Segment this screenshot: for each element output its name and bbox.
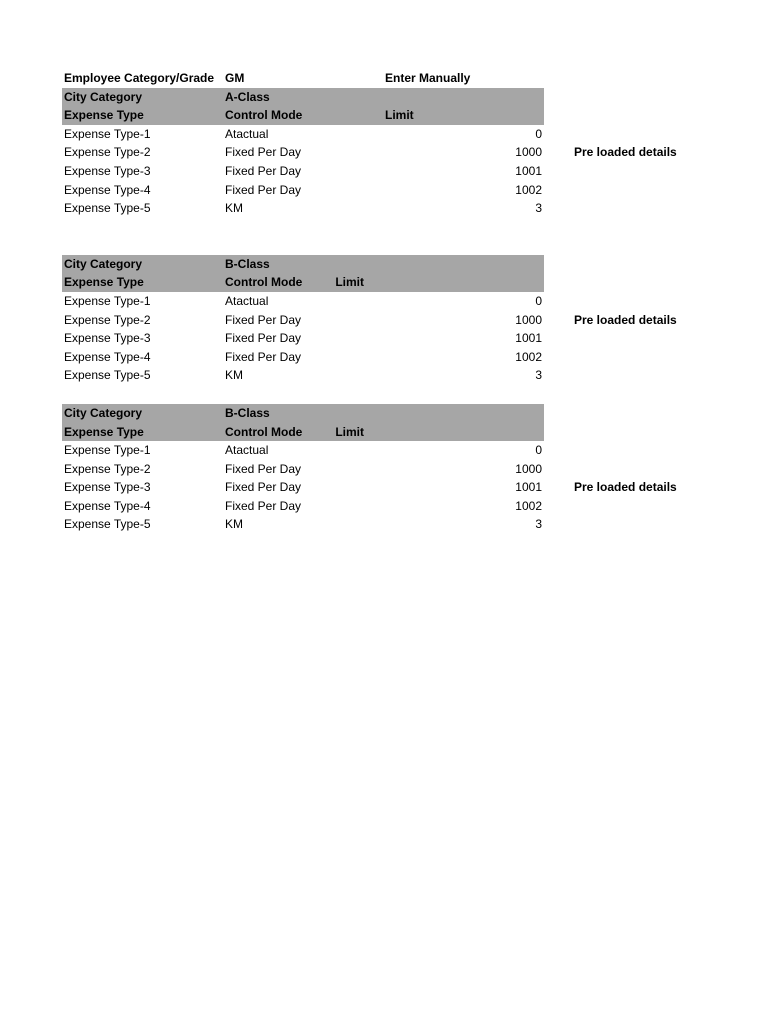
table-row: [62, 497, 722, 516]
city-category-row: [62, 255, 544, 274]
control-mode-cell[interactable]: Atactual: [225, 293, 269, 308]
control-mode-cell[interactable]: Atactual: [225, 443, 269, 458]
table-row: [62, 515, 722, 534]
table-row: [62, 478, 722, 497]
expense-type-cell: Expense Type-4: [64, 498, 151, 513]
expense-type-cell: Expense Type-1: [64, 443, 151, 458]
city-category-value[interactable]: B-Class: [225, 405, 270, 420]
control-mode-cell[interactable]: Fixed Per Day: [225, 182, 302, 197]
table-row: [62, 441, 722, 460]
expense-type-cell: Expense Type-1: [64, 293, 151, 308]
table-header-row: [62, 423, 544, 442]
city-category-value[interactable]: B-Class: [225, 256, 270, 271]
city-category-value[interactable]: A-Class: [225, 89, 270, 104]
expense-type-cell: Expense Type-3: [64, 163, 151, 178]
preloaded-details-note: Pre loaded details: [574, 312, 677, 327]
limit-cell[interactable]: 1002: [515, 182, 542, 197]
control-mode-cell[interactable]: Fixed Per Day: [225, 349, 302, 364]
table-row: [62, 311, 722, 330]
section-b-class-2: [62, 404, 722, 534]
expense-sheet: [62, 69, 722, 534]
table-row: [62, 366, 722, 385]
control-mode-cell[interactable]: Atactual: [225, 126, 269, 141]
preloaded-details-note: Pre loaded details: [574, 480, 677, 495]
control-mode-cell[interactable]: Fixed Per Day: [225, 145, 302, 160]
expense-type-cell: Expense Type-2: [64, 312, 151, 327]
city-category-label: City Category: [64, 89, 143, 104]
section-a-class: [62, 88, 722, 218]
limit-cell[interactable]: 1000: [515, 145, 542, 160]
expense-type-cell: Expense Type-5: [64, 368, 151, 383]
limit-cell[interactable]: 0: [535, 126, 542, 141]
limit-cell[interactable]: 1002: [515, 498, 542, 513]
limit-cell[interactable]: 3: [535, 517, 542, 532]
section-spacer: [62, 385, 722, 404]
section-spacer: [62, 218, 722, 255]
control-mode-cell[interactable]: Fixed Per Day: [225, 163, 302, 178]
limit-cell[interactable]: 3: [535, 201, 542, 216]
expense-type-cell: Expense Type-3: [64, 480, 151, 495]
control-mode-cell[interactable]: Fixed Per Day: [225, 461, 302, 476]
city-category-label: City Category: [64, 256, 143, 271]
control-mode-cell[interactable]: Fixed Per Day: [225, 312, 302, 327]
col-expense-type: Expense Type: [64, 108, 144, 123]
table-header-row: [62, 273, 544, 292]
limit-cell[interactable]: 1001: [515, 331, 542, 346]
expense-type-cell: Expense Type-5: [64, 517, 151, 532]
limit-cell[interactable]: 1002: [515, 349, 542, 364]
control-mode-cell[interactable]: Fixed Per Day: [225, 331, 302, 346]
employee-grade-row: [62, 69, 722, 88]
expense-type-cell: Expense Type-5: [64, 201, 151, 216]
city-category-label: City Category: [64, 405, 143, 420]
table-row: [62, 329, 722, 348]
table-header-row: [62, 106, 544, 125]
expense-type-cell: Expense Type-2: [64, 145, 151, 160]
col-control-mode: Control Mode: [225, 424, 303, 439]
employee-grade-value[interactable]: GM: [225, 71, 245, 85]
enter-manually-note: Enter Manually: [385, 71, 471, 85]
expense-type-cell: Expense Type-2: [64, 461, 151, 476]
limit-cell[interactable]: 0: [535, 293, 542, 308]
col-expense-type: Expense Type: [64, 424, 144, 439]
expense-type-cell: Expense Type-4: [64, 182, 151, 197]
limit-cell[interactable]: 1001: [515, 480, 542, 495]
col-expense-type: Expense Type: [64, 275, 144, 290]
limit-cell[interactable]: 1000: [515, 312, 542, 327]
control-mode-cell[interactable]: KM: [225, 517, 243, 532]
table-row: [62, 199, 722, 218]
limit-cell[interactable]: 3: [535, 368, 542, 383]
section-b-class-1: [62, 255, 722, 385]
city-category-row: [62, 404, 544, 423]
limit-cell[interactable]: 0: [535, 443, 542, 458]
col-limit: Limit: [335, 275, 364, 290]
table-row: [62, 162, 722, 181]
limit-cell[interactable]: 1000: [515, 461, 542, 476]
preloaded-details-note: Pre loaded details: [574, 145, 677, 160]
table-row: [62, 348, 722, 367]
table-row: [62, 125, 722, 144]
col-control-mode: Control Mode: [225, 275, 303, 290]
limit-cell[interactable]: 1001: [515, 163, 542, 178]
col-control-mode: Control Mode: [225, 108, 303, 123]
control-mode-cell[interactable]: KM: [225, 201, 243, 216]
employee-grade-label: Employee Category/Grade: [64, 71, 215, 85]
table-row: [62, 292, 722, 311]
table-row: [62, 143, 722, 162]
expense-type-cell: Expense Type-3: [64, 331, 151, 346]
expense-type-cell: Expense Type-4: [64, 349, 151, 364]
control-mode-cell[interactable]: Fixed Per Day: [225, 480, 302, 495]
col-limit: Limit: [385, 108, 414, 123]
control-mode-cell[interactable]: Fixed Per Day: [225, 498, 302, 513]
control-mode-cell[interactable]: KM: [225, 368, 243, 383]
col-limit: Limit: [335, 424, 364, 439]
table-row: [62, 460, 722, 479]
table-row: [62, 181, 722, 200]
city-category-row: [62, 88, 544, 107]
expense-type-cell: Expense Type-1: [64, 126, 151, 141]
